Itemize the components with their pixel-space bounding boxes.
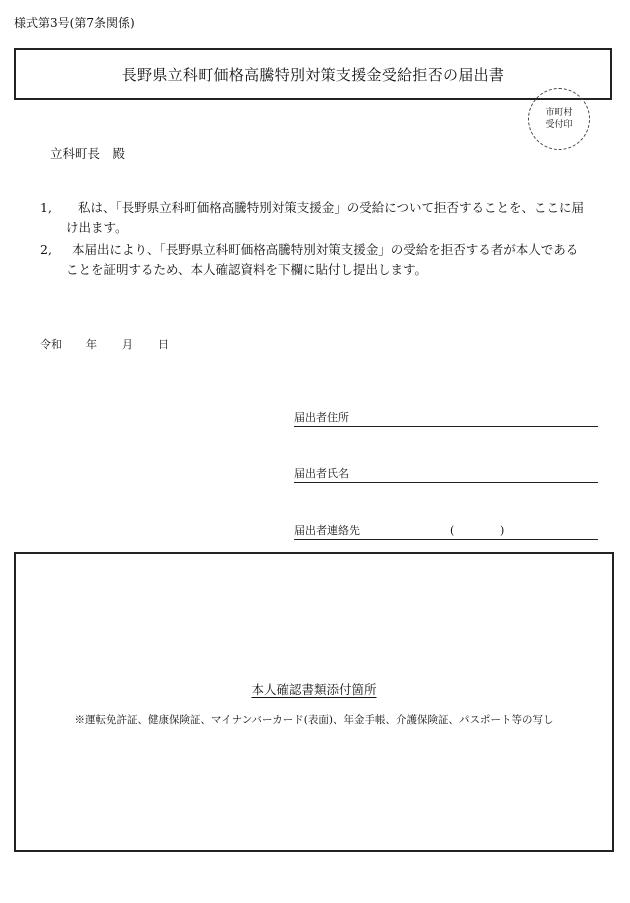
applicant-name-field[interactable] bbox=[294, 466, 598, 483]
reception-stamp-area bbox=[528, 88, 590, 150]
applicant-contact-field[interactable] bbox=[294, 523, 598, 540]
applicant-address-label: 届出者住所 bbox=[294, 411, 349, 424]
date-year-field[interactable]: 年 bbox=[86, 338, 97, 351]
stamp-label-line1: 市町村 bbox=[545, 108, 573, 118]
clause-text: 本届出により、「長野県立科町価格高騰特別対策支援金」の受給を拒否する者が本人であることを証明するため、本人確認資料を下欄に貼付し提出します。 bbox=[66, 242, 579, 277]
clause-number: 1, bbox=[40, 200, 52, 215]
attachment-title-text: 本人確認書類添付箇所 bbox=[251, 682, 377, 697]
clause-number: 2, bbox=[40, 242, 52, 257]
clause-text: 私は、「長野県立科町価格高騰特別対策支援金」の受給について拒否することを、ここに届け出ます。 bbox=[66, 200, 585, 235]
stamp-label-line2: 受付印 bbox=[545, 120, 573, 130]
id-document-attachment-area[interactable] bbox=[14, 552, 614, 852]
document-title: 長野県立科町価格高騰特別対策支援金受給拒否の届出書 bbox=[121, 65, 505, 84]
form-number: 様式第3号(第7条関係) bbox=[14, 16, 135, 30]
applicant-name-label: 届出者氏名 bbox=[294, 467, 349, 480]
clause-2 bbox=[40, 240, 588, 280]
addressee: 立科町長 殿 bbox=[50, 146, 126, 161]
applicant-contact-label: 届出者連絡先 bbox=[294, 524, 360, 537]
applicant-address-field[interactable] bbox=[294, 410, 598, 427]
contact-paren-close: ) bbox=[500, 524, 505, 537]
attachment-title bbox=[16, 680, 612, 698]
date-day-field[interactable]: 日 bbox=[158, 338, 169, 351]
date-month-field[interactable]: 月 bbox=[122, 338, 133, 351]
attachment-note: ※運転免許証、健康保険証、マイナンバーカード(表面)、年金手帳、介護保険証、パスポート等の写し bbox=[74, 714, 554, 726]
clause-1 bbox=[40, 198, 588, 238]
title-box bbox=[14, 48, 612, 100]
contact-paren-open: ( bbox=[450, 524, 455, 537]
date-era: 令和 bbox=[40, 338, 62, 351]
date-row bbox=[40, 336, 169, 352]
